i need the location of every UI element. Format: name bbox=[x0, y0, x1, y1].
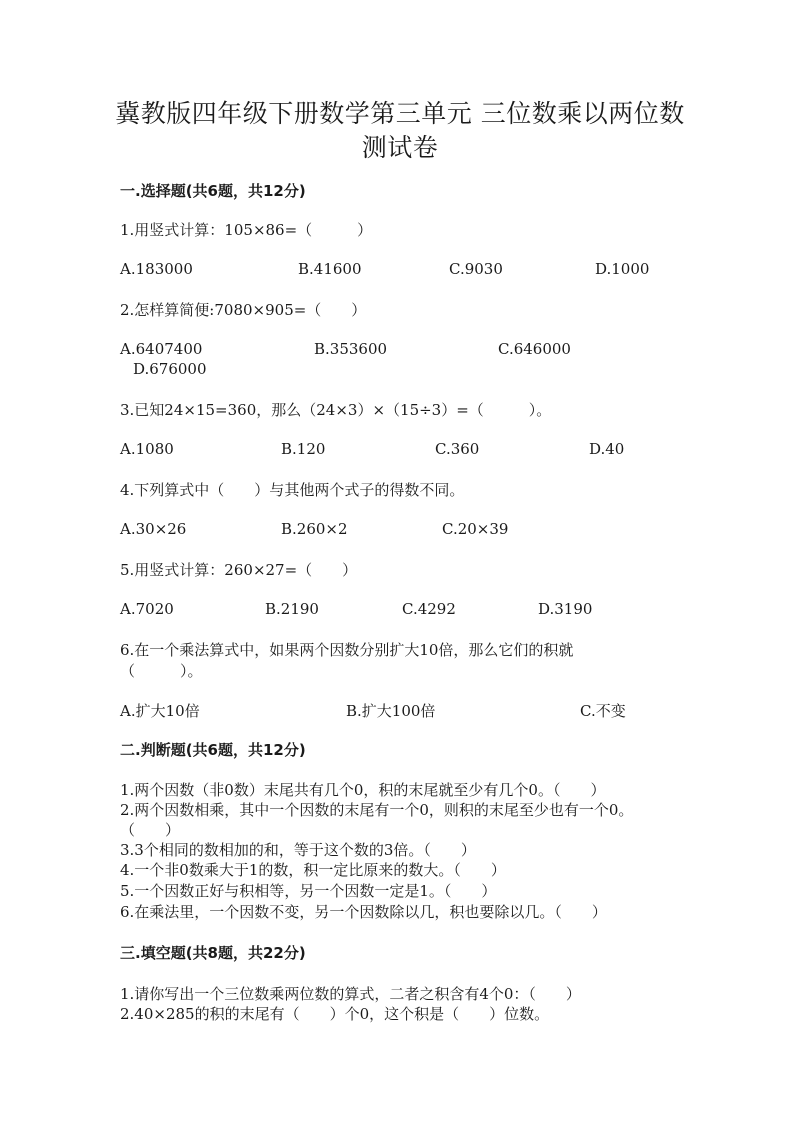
judgement-item-2-continued: （ ） bbox=[120, 821, 181, 839]
judgement-item-4: 4.一个非0数乘大于1的数，积一定比原来的数大。（ ） bbox=[120, 861, 506, 879]
q4-option-c: C.20×39 bbox=[442, 520, 509, 538]
q3-option-a: A.1080 bbox=[120, 440, 174, 458]
q4-option-b: B.260×2 bbox=[281, 520, 348, 538]
section-heading-judgement: 二.判断题(共6题，共12分) bbox=[120, 741, 306, 759]
q6-option-b: B.扩大100倍 bbox=[346, 702, 436, 720]
q1-option-b: B.41600 bbox=[298, 260, 362, 278]
judgement-item-6: 6.在乘法里，一个因数不变，另一个因数除以几，积也要除以几。（ ） bbox=[120, 903, 607, 921]
judgement-item-3: 3.3个相同的数相加的和，等于这个数的3倍。（ ） bbox=[120, 841, 476, 859]
q3-option-c: C.360 bbox=[435, 440, 480, 458]
q2-option-d: D.676000 bbox=[133, 360, 207, 378]
judgement-item-2: 2.两个因数相乘，其中一个因数的末尾有一个0，则积的末尾至少也有一个0。 bbox=[120, 801, 634, 819]
q2-option-c: C.646000 bbox=[498, 340, 571, 358]
question-1: 1.用竖式计算：105×86=（ ） bbox=[120, 221, 373, 239]
judgement-item-5: 5.一个因数正好与积相等，另一个因数一定是1。（ ） bbox=[120, 882, 497, 900]
judgement-item-1: 1.两个因数（非0数）末尾共有几个0，积的末尾就至少有几个0。（ ） bbox=[120, 781, 606, 799]
title-line-2: 测试卷 bbox=[361, 133, 439, 162]
question-6: 6.在一个乘法算式中，如果两个因数分别扩大10倍，那么它们的积就 bbox=[120, 641, 574, 659]
title-line-1: 冀教版四年级下册数学第三单元 三位数乘以两位数 bbox=[115, 99, 685, 128]
q1-option-c: C.9030 bbox=[449, 260, 503, 278]
q5-option-a: A.7020 bbox=[120, 600, 174, 618]
q2-option-a: A.6407400 bbox=[120, 340, 203, 358]
q1-option-a: A.183000 bbox=[120, 260, 193, 278]
question-3: 3.已知24×15=360，那么（24×3）×（15÷3）=（ ）。 bbox=[120, 401, 552, 419]
question-2: 2.怎样算简便:7080×905=（ ） bbox=[120, 301, 367, 319]
q1-option-d: D.1000 bbox=[595, 260, 650, 278]
q5-option-b: B.2190 bbox=[265, 600, 319, 618]
question-5: 5.用竖式计算：260×27=（ ） bbox=[120, 561, 358, 579]
q5-option-c: C.4292 bbox=[402, 600, 456, 618]
q6-option-a: A.扩大10倍 bbox=[120, 702, 200, 720]
q3-option-d: D.40 bbox=[589, 440, 625, 458]
question-4: 4.下列算式中（ ）与其他两个式子的得数不同。 bbox=[120, 481, 465, 499]
q3-option-b: B.120 bbox=[281, 440, 326, 458]
q4-option-a: A.30×26 bbox=[120, 520, 187, 538]
q2-option-b: B.353600 bbox=[314, 340, 388, 358]
question-6-continued: （ ）。 bbox=[120, 662, 203, 680]
section-heading-choice: 一.选择题(共6题，共12分) bbox=[120, 182, 306, 200]
q5-option-d: D.3190 bbox=[538, 600, 593, 618]
section-heading-fill: 三.填空题(共8题，共22分) bbox=[120, 944, 306, 962]
q6-option-c: C.不变 bbox=[580, 702, 626, 720]
fill-item-1: 1.请你写出一个三位数乘两位数的算式，二者之积含有4个0：（ ） bbox=[120, 985, 581, 1003]
fill-item-2: 2.40×285的积的末尾有（ ）个0，这个积是（ ）位数。 bbox=[120, 1005, 550, 1023]
